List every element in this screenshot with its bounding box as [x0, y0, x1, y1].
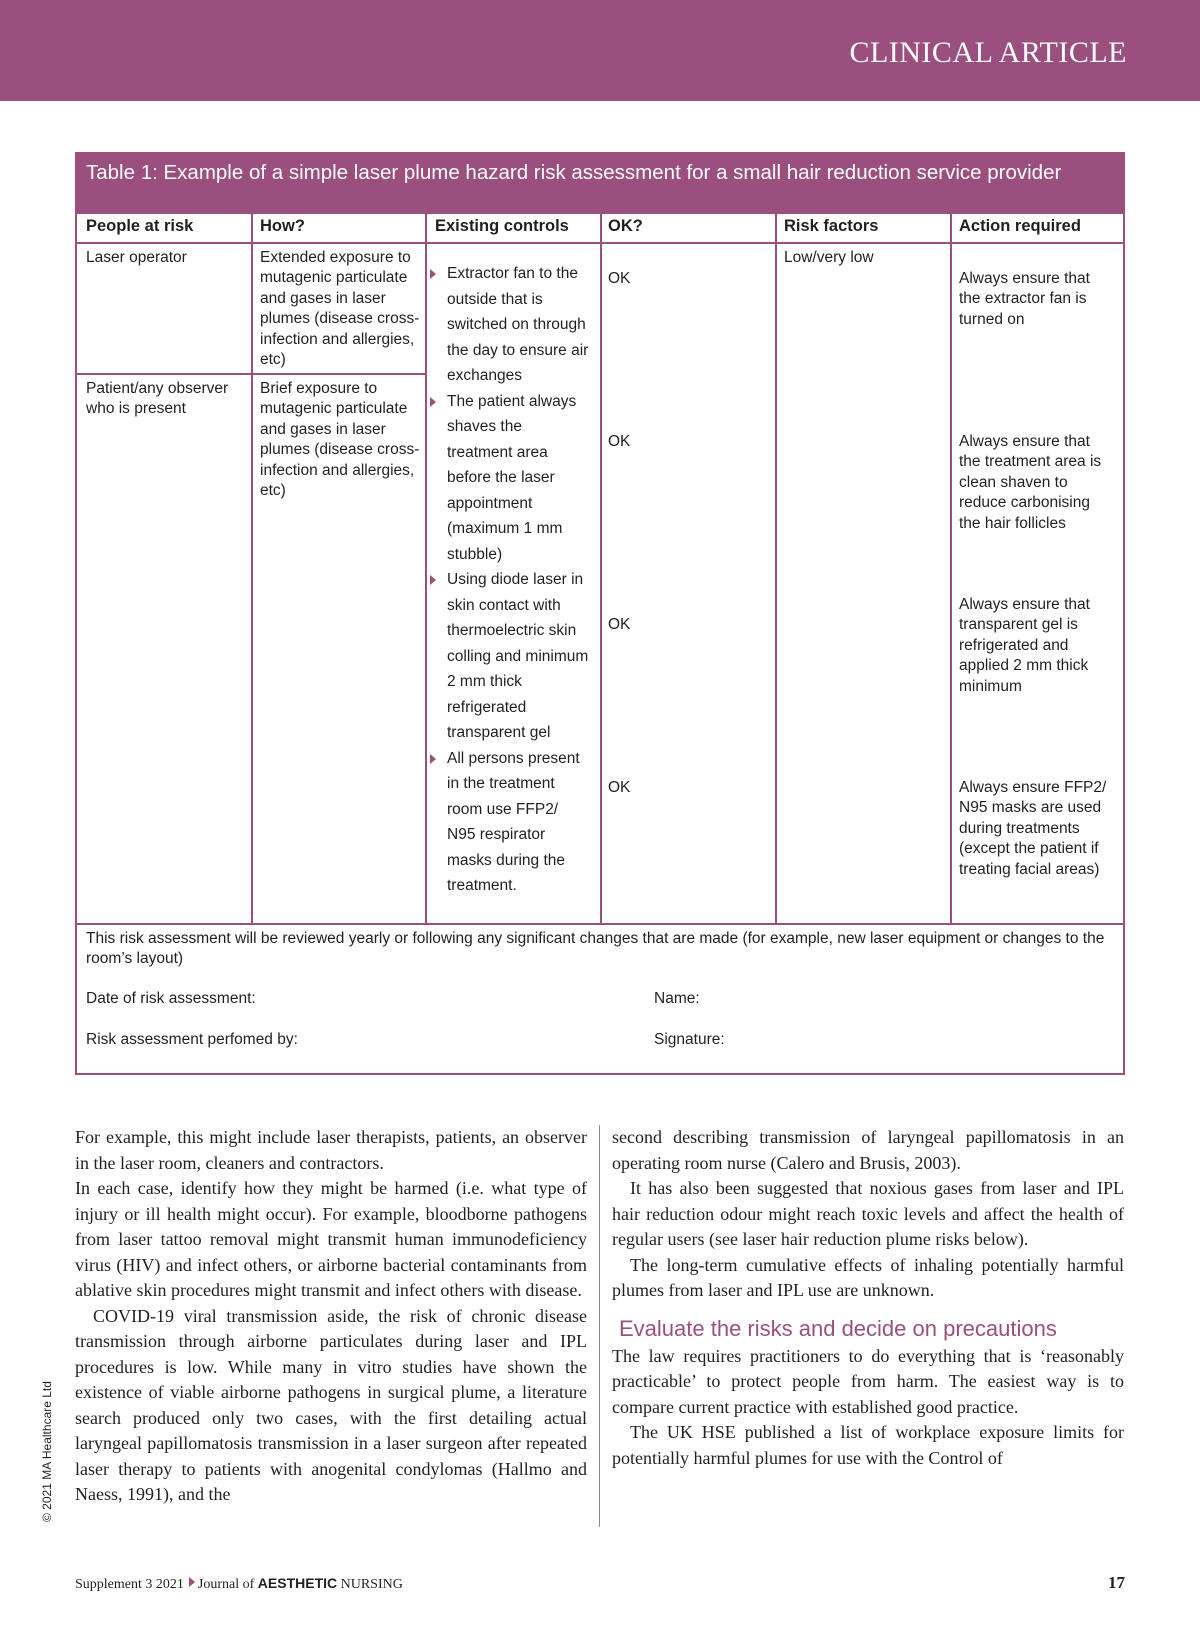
control-text: Using diode laser in skin contact with thermoelectric skin colling and minimum 2 mm thick refrigerated transparent gel — [447, 571, 589, 741]
ok-cell-2: OK — [608, 433, 631, 450]
people-cell-2: Patient/any observer who is present — [86, 380, 229, 418]
body-paragraph: For example, this might include laser therapists, patients, an observer in the laser room, cleaners and contractors. — [75, 1127, 587, 1173]
table-caption: Table 1: Example of a simple laser plume hazard risk assessment for a small hair reduction service provider — [77, 154, 1123, 212]
how-cell-1: Extended exposure to mutagenic particulate and gases in laser plumes (disease cross-infection and allergies, etc) — [260, 249, 420, 369]
triangle-bullet-icon — [430, 269, 436, 279]
col-rule-5 — [950, 212, 952, 923]
triangle-arrow-icon — [189, 1577, 195, 1587]
signature-label: Signature: — [654, 1031, 725, 1048]
body-paragraph: It has also been suggested that noxious gases from laser and IPL hair reduction odour might reach toxic levels and affect the health of regular users (see laser hair reduction plume risks below). — [612, 1178, 1124, 1249]
col-rule-4 — [775, 212, 777, 923]
ok-cell-1: OK — [608, 270, 631, 287]
body-paragraph: COVID-19 viral transmission aside, the risk of chronic disease transmission through airborne particulates during laser and IPL procedures is low. While many in vitro studies have shown the existence of viable airborne pathogens in surgical plume, a literature search produced only two cases, with the first detailing actual laryngeal papillomatosis transmission in a laser surgeon after repeated laser therapy to patients with anogenital condylomas (Hallmo and Naess, 1991), and the — [75, 1305, 587, 1504]
action-cell-1: Always ensure that the extractor fan is turned on — [959, 270, 1090, 328]
people-cell-1: Laser operator — [86, 249, 187, 266]
col-rule-1 — [251, 212, 253, 923]
journal-prefix: Journal of — [197, 1577, 255, 1592]
risk-factor-cell: Low/very low — [784, 249, 874, 266]
action-cell-4: Always ensure FFP2/ N95 masks are used during treatments (except the patient if treating facial areas) — [959, 779, 1107, 878]
footer-section-rule — [77, 923, 1123, 925]
column-header-risk: Risk factors — [784, 217, 879, 235]
body-column-left — [75, 1125, 587, 1508]
control-text: The patient always shaves the treatment area before the laser appointment (maximum 1 mm stubble) — [447, 392, 577, 563]
triangle-bullet-icon — [430, 754, 436, 764]
column-header-how: How? — [260, 217, 305, 235]
column-header-people: People at risk — [86, 217, 194, 235]
control-text: All persons present in the treatment room use FFP2/ N95 respirator masks during the treatment. — [447, 749, 580, 894]
how-cell-2: Brief exposure to mutagenic particulate and gases in laser plumes (disease cross-infection and allergies, etc) — [260, 380, 420, 500]
ok-cell-4: OK — [608, 779, 631, 796]
body-paragraph: The long-term cumulative effects of inhaling potentially harmful plumes from laser and IPL use are unknown. — [612, 1254, 1124, 1300]
action-cell-2: Always ensure that the treatment area is clean shaven to reduce carbonising the hair follicles — [959, 433, 1102, 532]
body-paragraph: In each case, identify how they might be harmed (i.e. what type of injury or ill health might occur). For example, bloodborne pathogens from laser tattoo removal might transmit human immunodeficiency virus (HIV) and infect others, or airborne bacterial contaminants from ablative skin procedures might transmit and infect others with disease. — [75, 1178, 587, 1300]
control-text: Extractor fan to the outside that is switched on through the day to ensure air exchanges — [447, 265, 589, 384]
header-band — [0, 0, 1200, 101]
copyright-notice: © 2021 MA Healthcare Ltd — [40, 1381, 54, 1522]
control-item — [429, 746, 589, 899]
action-cell-3: Always ensure that transparent gel is refrigerated and applied 2 mm thick minimum — [959, 596, 1090, 695]
col-rule-3 — [600, 212, 602, 923]
body-paragraph: second describing transmission of laryngeal papillomatosis in an operating room nurse (Calero and Brusis, 2003). — [612, 1127, 1124, 1173]
page-number: 17 — [1108, 1573, 1125, 1592]
journal-name-bold: AESTHETIC — [257, 1575, 338, 1591]
section-subheading: Evaluate the risks and decide on precautions — [619, 1315, 1057, 1341]
control-item — [429, 261, 589, 389]
column-header-action: Action required — [959, 217, 1081, 235]
risk-assessment-table — [75, 152, 1125, 1075]
col-rule-2 — [425, 212, 427, 923]
existing-controls-list — [429, 261, 589, 899]
control-item — [429, 567, 589, 746]
column-divider — [599, 1125, 600, 1527]
column-header-controls: Existing controls — [435, 217, 569, 235]
review-note: This risk assessment will be reviewed yearly or following any significant changes that are made (for example, new laser equipment or changes to the room’s layout) — [86, 930, 1105, 968]
body-paragraph: The law requires practitioners to do everything that is ‘reasonably practicable’ to protect people from harm. The easiest way is to compare current practice with established good practice. — [612, 1345, 1124, 1417]
ok-cell-3: OK — [608, 616, 631, 633]
performed-by-label: Risk assessment perfomed by: — [86, 1031, 298, 1048]
column-header-ok: OK? — [608, 217, 643, 235]
date-label: Date of risk assessment: — [86, 990, 256, 1007]
body-paragraph: The UK HSE published a list of workplace exposure limits for potentially harmful plumes for use with the Control of — [612, 1422, 1124, 1468]
body-column-right — [612, 1125, 1124, 1471]
triangle-bullet-icon — [430, 575, 436, 585]
triangle-bullet-icon — [430, 397, 436, 407]
name-label: Name: — [654, 990, 700, 1007]
control-item — [429, 389, 589, 568]
supplement-label: Supplement 3 2021 — [75, 1577, 184, 1592]
section-label: CLINICAL ARTICLE — [849, 36, 1127, 69]
journal-footer — [75, 1575, 403, 1593]
journal-suffix: NURSING — [340, 1577, 403, 1592]
